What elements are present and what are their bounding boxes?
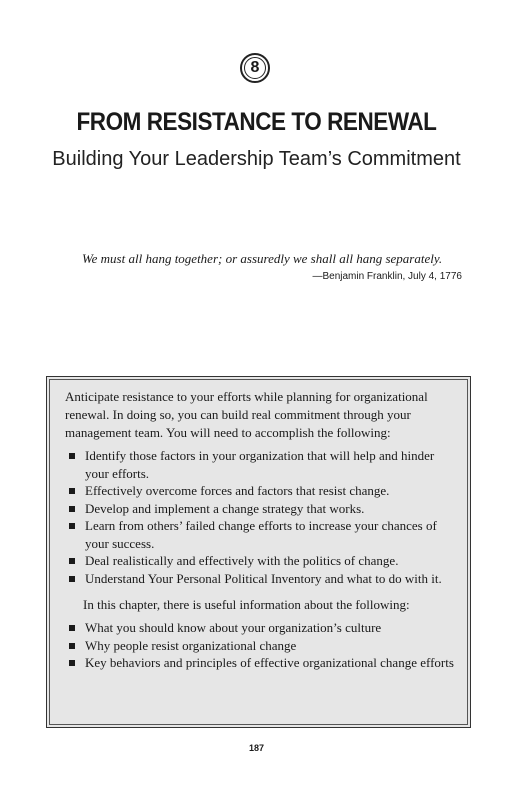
topic-text: Key behaviors and principles of effective organizational change efforts <box>85 655 454 670</box>
list-item <box>65 570 457 588</box>
square-bullet-icon <box>69 660 75 666</box>
square-bullet-icon <box>69 453 75 459</box>
list-item <box>65 619 457 637</box>
chapter-title: FROM RESISTANCE TO RENEWAL <box>76 108 437 136</box>
square-bullet-icon <box>69 488 75 494</box>
epigraph-quote: We must all hang together; or assuredly we shall all hang separately. <box>82 251 443 266</box>
square-bullet-icon <box>69 558 75 564</box>
list-item <box>65 654 457 672</box>
chapter-number-badge <box>240 53 270 83</box>
square-bullet-icon <box>69 643 75 649</box>
list-item <box>65 500 457 518</box>
square-bullet-icon <box>69 576 75 582</box>
chapter-contents-intro: In this chapter, there is useful information about the following: <box>83 597 410 612</box>
goal-text: Deal realistically and effectively with the politics of change. <box>85 553 399 568</box>
epigraph-attribution: —Benjamin Franklin, July 4, 1776 <box>312 271 462 282</box>
summary-intro: Anticipate resistance to your efforts while planning for organizational renewal. In doing so, you can build real commitment through your management team. You will need to accomplish the following: <box>65 389 428 440</box>
square-bullet-icon <box>69 523 75 529</box>
page-number: 187 <box>248 743 265 753</box>
summary-box-content <box>65 388 457 672</box>
chapter-summary-box <box>46 376 471 728</box>
topic-text: What you should know about your organization’s culture <box>85 620 382 635</box>
chapter-subtitle: Building Your Leadership Team’s Commitment <box>52 148 461 170</box>
chapter-number: 8 <box>250 59 260 76</box>
goal-text: Develop and implement a change strategy that works. <box>85 500 365 516</box>
topic-text: Why people resist organizational change <box>85 637 297 653</box>
goal-text: Learn from others’ failed change efforts to increase your chances of your success. <box>85 518 437 551</box>
topics-list <box>65 619 457 672</box>
list-item <box>65 552 457 570</box>
square-bullet-icon <box>69 506 75 512</box>
goal-text: Identify those factors in your organization that will help and hinder your efforts. <box>85 448 435 481</box>
list-item <box>65 637 457 655</box>
square-bullet-icon <box>69 625 75 631</box>
list-item <box>65 447 457 482</box>
list-item <box>65 482 457 500</box>
list-item <box>65 517 457 552</box>
goal-text: Effectively overcome forces and factors that resist change. <box>85 483 390 498</box>
goals-list <box>65 447 457 587</box>
goal-text: Understand Your Personal Political Inventory and what to do with it. <box>85 570 442 586</box>
